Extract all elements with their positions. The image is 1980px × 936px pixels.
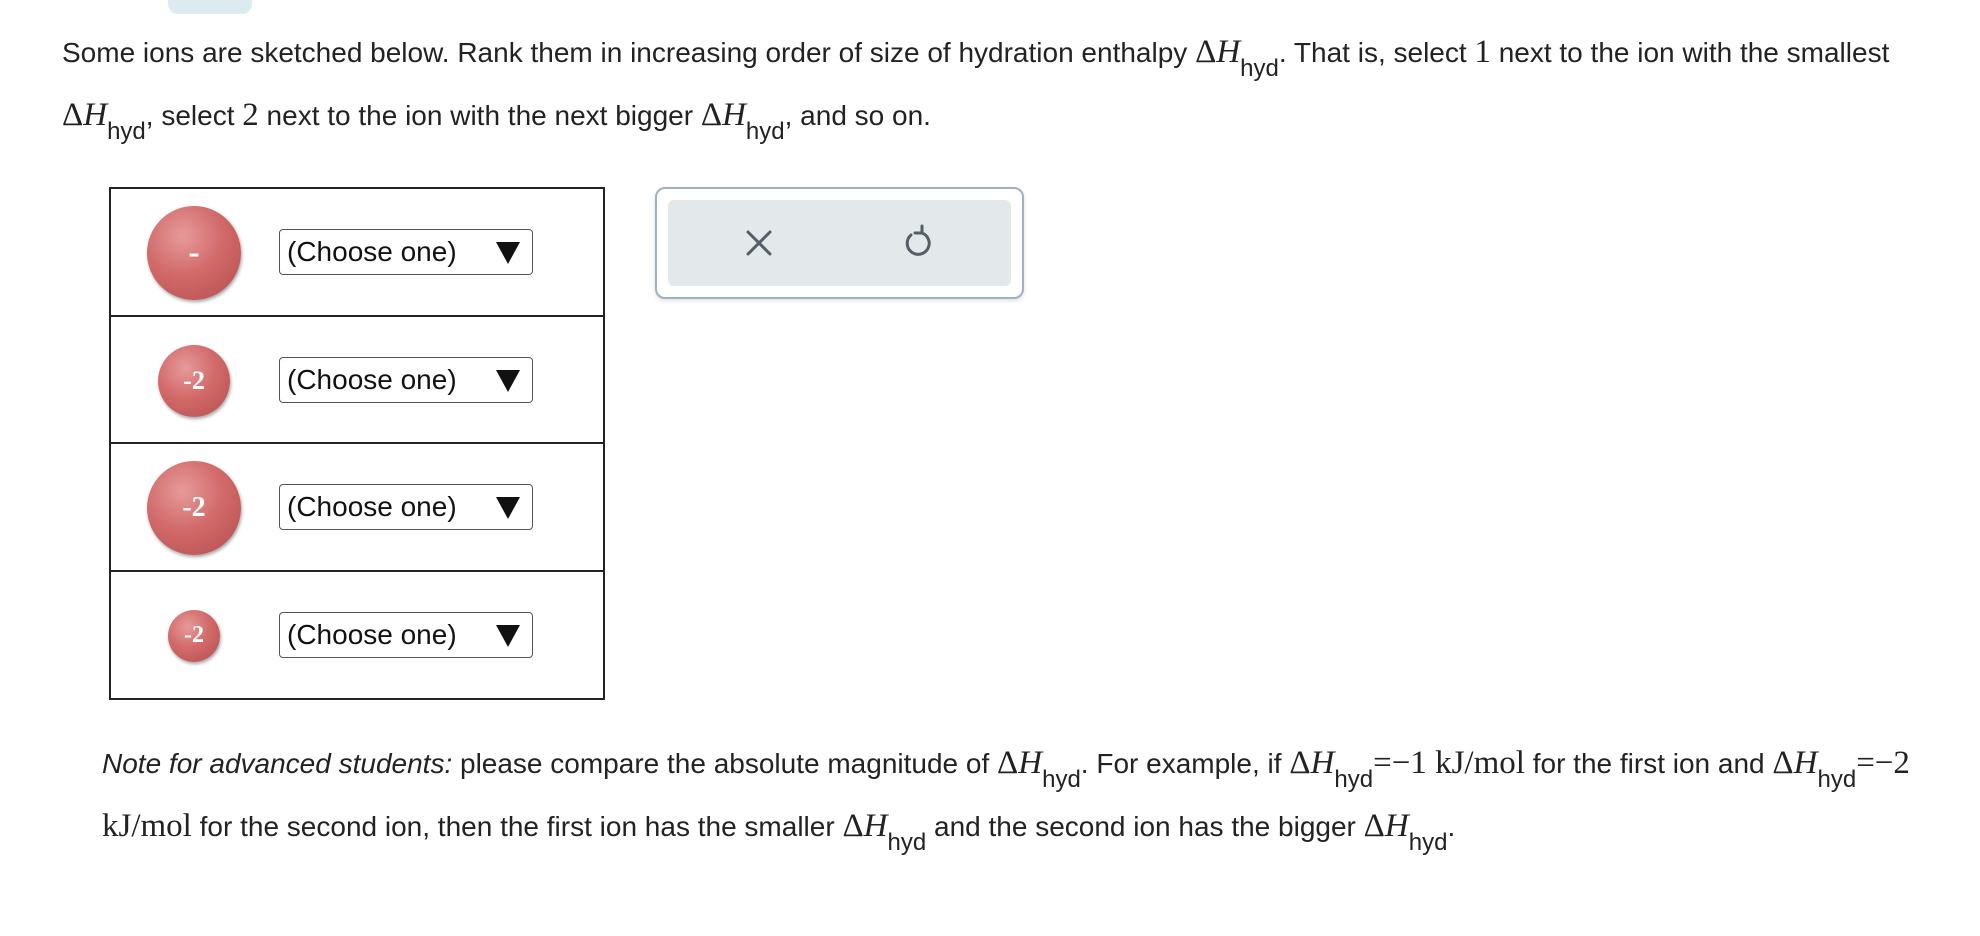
ion-row (111, 317, 603, 445)
ion-charge-label: - (188, 234, 200, 271)
clear-button[interactable] (738, 222, 780, 264)
ion-sphere (147, 461, 241, 555)
ion-charge-label: -2 (183, 365, 205, 395)
delta-h-hyd: $\Delta H_{hyd}$ (62, 97, 146, 145)
rank-select[interactable]: (Choose one) (279, 357, 533, 403)
ion-row (111, 572, 603, 700)
answer-tools-bar (668, 200, 1011, 286)
rank-select[interactable]: (Choose one) (279, 484, 533, 530)
dropdown-arrow-icon (496, 370, 520, 392)
ion-sphere (168, 610, 220, 662)
ion-row (111, 444, 603, 572)
rank-select[interactable]: (Choose one) (279, 229, 533, 275)
delta-h-hyd: $\Delta H_{hyd}$ (700, 97, 785, 145)
top-tab[interactable] (168, 0, 252, 14)
dropdown-arrow-icon (496, 242, 520, 264)
question-prompt: Some ions are sketched below. Rank them in increasing order of size of hydration enthalpy $\Delta H_{hyd}$. That is, select 1 next to the ion with the smallest $\Delta H_{hyd}$, select 2 next to the ion with the next bigger $\Delta H_{hyd}$, and so on. (62, 34, 1890, 145)
delta-h-hyd: $\Delta H_{hyd}$ (1195, 34, 1279, 82)
advanced-note: Note for advanced students: please compare the absolute magnitude of $\Delta H_{hyd}$. For example, if $\Delta H_{hyd}=-1$ kJ/mol for the first ion and $\Delta H_{hyd}=-2$ kJ/mol for the second ion, then the first ion has the smaller $\Delta H_{hyd}$ and the second ion has the bigger $\Delta H_{hyd}$. (102, 745, 1910, 856)
reset-button[interactable] (897, 222, 939, 264)
ion-table (109, 187, 605, 700)
ion-sphere (147, 206, 241, 300)
ion-charge-label: -2 (184, 622, 204, 648)
ion-row (111, 189, 603, 317)
dropdown-arrow-icon (496, 497, 520, 519)
close-icon (738, 222, 780, 264)
ion-charge-label: -2 (182, 492, 206, 523)
undo-icon (897, 222, 939, 264)
rank-select[interactable]: (Choose one) (279, 612, 533, 658)
dropdown-arrow-icon (496, 625, 520, 647)
ion-sphere (158, 345, 230, 417)
answer-tools-panel (655, 187, 1024, 299)
